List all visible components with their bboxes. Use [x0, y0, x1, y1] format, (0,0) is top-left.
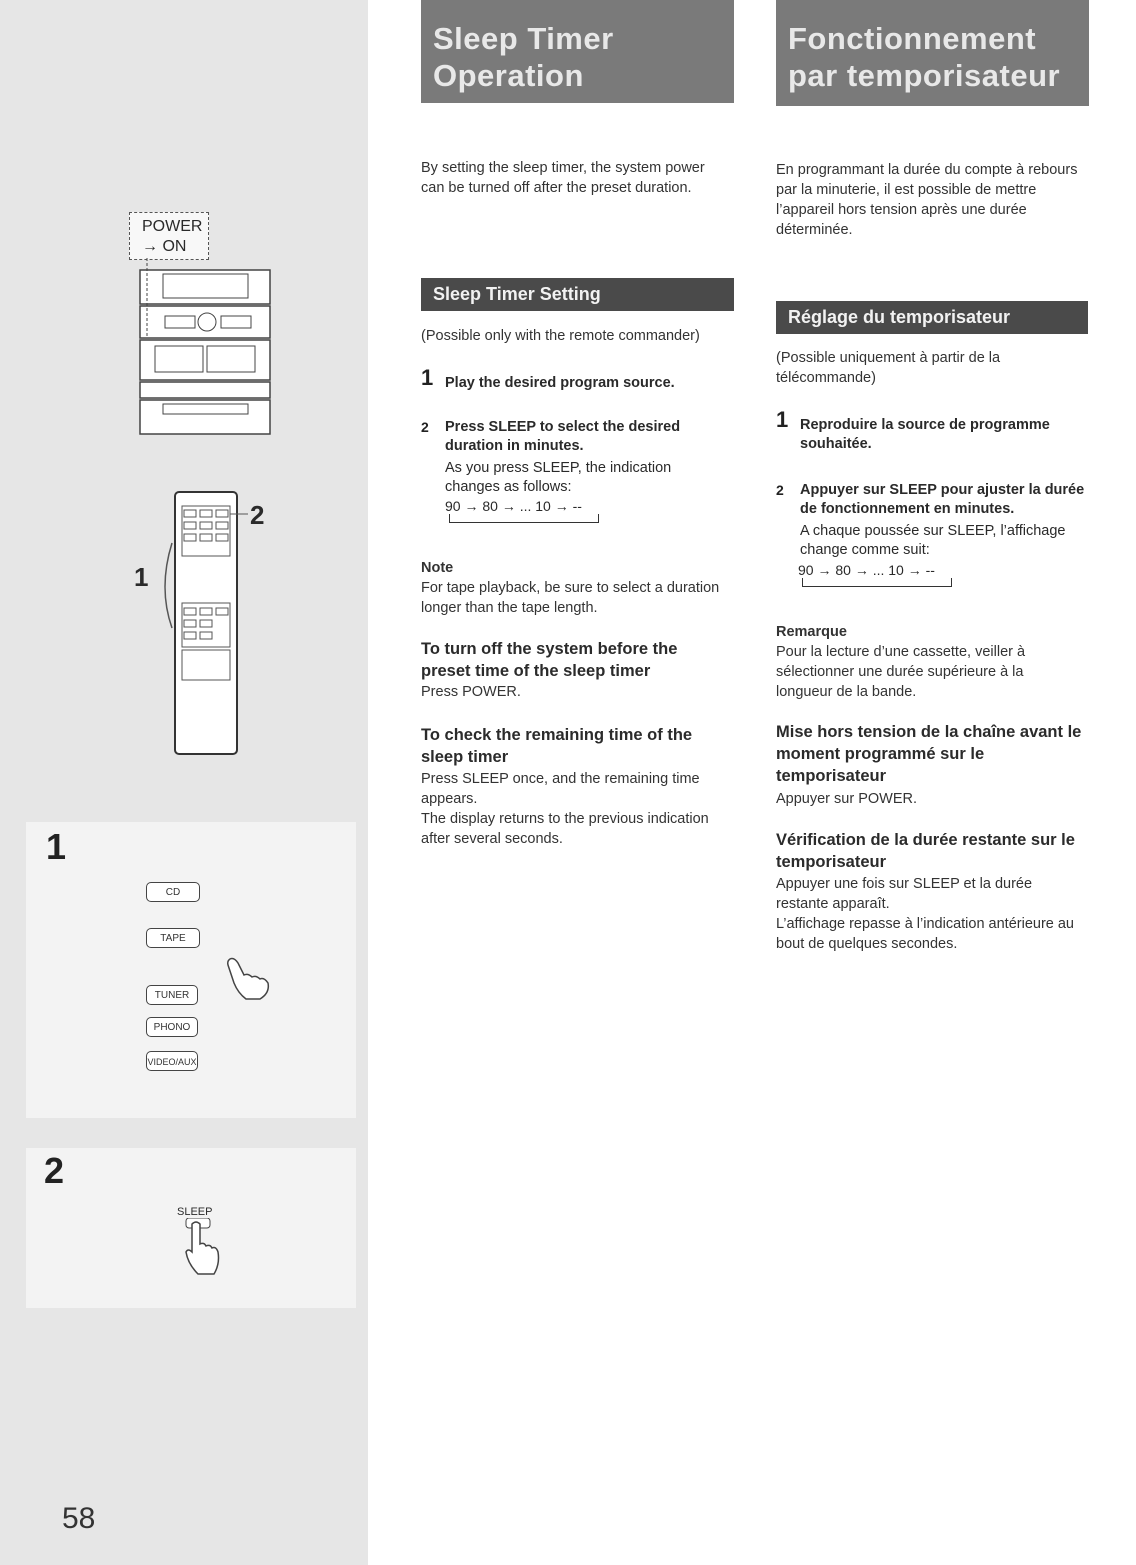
french-subheading: Réglage du temporisateur: [776, 301, 1088, 334]
pointing-hand-icon: [224, 955, 274, 1003]
english-possible-only: (Possible only with the remote commander): [421, 328, 700, 344]
french-step2: [776, 481, 1088, 560]
french-possible-only: (Possible uniquement à partir de la télécommande): [776, 350, 1001, 386]
english-note-label: Note: [421, 560, 454, 576]
french-turn-off-heading: Mise hors tension de la chaîne avant le moment programmé sur le temporisateur: [776, 723, 1082, 785]
french-check-heading: Vérification de la durée restante sur le temporisateur: [776, 831, 1075, 871]
sleep-button-label: SLEEP: [177, 1206, 213, 1218]
step2-number: 2: [44, 1150, 65, 1191]
step1-number: 1: [46, 826, 67, 867]
french-step2-detail: A chaque poussée sur SLEEP, l’affichage change comme suit:: [800, 523, 1066, 558]
english-step2-number: 2: [421, 419, 429, 435]
power-label: POWER: [142, 218, 203, 235]
french-step1-number: 1: [776, 407, 789, 432]
sleep-button-press-icon[interactable]: [182, 1218, 222, 1278]
english-step1-number: 1: [421, 365, 434, 390]
callout-1: 1: [134, 562, 149, 592]
english-turn-off-heading: To turn off the system before the preset time of the sleep timer: [421, 640, 678, 680]
french-check-text: [776, 874, 1086, 954]
french-step1-text: Reproduire la source de programme souhaitée.: [800, 417, 1050, 452]
stereo-system-illustration: [135, 258, 275, 438]
english-title-line2: Operation: [433, 58, 584, 93]
english-cycle-text: 90 → 80 → ... 10 → --: [445, 498, 582, 514]
english-cycle: [445, 498, 582, 514]
english-step2-text: Press SLEEP to select the desired duration in minutes.: [445, 419, 681, 454]
step1-panel: [26, 822, 356, 1118]
callout-2: 2: [250, 500, 265, 530]
english-subheading: Sleep Timer Setting: [421, 278, 734, 311]
french-title-box: [776, 0, 1089, 106]
french-step2-number: 2: [776, 482, 784, 498]
french-turn-off-text: Appuyer sur POWER.: [776, 791, 918, 807]
english-step2-detail: As you press SLEEP, the indication changes as follows:: [445, 460, 672, 495]
power-label-box: [129, 212, 209, 260]
cd-button[interactable]: CD: [146, 882, 200, 902]
english-title-line1: Sleep Timer: [433, 21, 614, 56]
french-intro: En programmant la durée du compte à rebours par la minuterie, il est possible de mettre l’appareil hors tension après une durée déterminée.: [776, 162, 1078, 238]
french-cycle: [798, 562, 935, 578]
english-check-text1: Press SLEEP once, and the remaining time appears.: [421, 771, 700, 807]
english-step1: [421, 365, 731, 391]
english-turn-off-text: Press POWER.: [421, 684, 521, 700]
english-step2: [421, 418, 721, 497]
phono-button[interactable]: PHONO: [146, 1017, 198, 1037]
remote-control-illustration: [150, 488, 250, 758]
french-title-line1: Fonctionnement: [788, 21, 1037, 56]
french-check-text1: Appuyer une fois sur SLEEP et la durée restante apparaît.: [776, 876, 1033, 912]
french-note-label: Remarque: [776, 624, 847, 640]
french-title-line2: par temporisateur: [788, 58, 1061, 93]
english-intro: By setting the sleep timer, the system power can be turned off after the preset duration.: [421, 160, 705, 196]
english-note-text: For tape playback, be sure to select a duration longer than the tape length.: [421, 580, 720, 616]
french-cycle-text: 90 → 80 → ... 10 → --: [798, 562, 935, 578]
english-check-text: [421, 769, 736, 849]
french-note-text: Pour la lecture d’une cassette, veiller à sélectionner une durée supérieure à la longueur de la bande.: [776, 644, 1026, 700]
english-check-heading: To check the remaining time of the sleep timer: [421, 726, 693, 766]
english-title-box: [421, 0, 734, 103]
french-step1: [776, 407, 1086, 454]
tape-button[interactable]: TAPE: [146, 928, 200, 948]
english-check-text2: The display returns to the previous indication after several seconds.: [421, 811, 709, 847]
tuner-button[interactable]: TUNER: [146, 985, 198, 1005]
english-cycle-loop: [449, 514, 599, 523]
power-on-label: → ON: [142, 238, 187, 255]
french-check-text2: L’affichage repasse à l’indication antérieure au bout de quelques secondes.: [776, 916, 1074, 952]
english-note: [421, 558, 721, 618]
video-aux-button[interactable]: VIDEO/AUX: [146, 1051, 198, 1071]
french-cycle-loop: [802, 578, 952, 587]
french-note: [776, 622, 1076, 702]
english-step1-text: Play the desired program source.: [445, 375, 675, 391]
page-number: 58: [62, 1502, 96, 1535]
french-step2-text: Appuyer sur SLEEP pour ajuster la durée de fonctionnement en minutes.: [800, 482, 1085, 517]
